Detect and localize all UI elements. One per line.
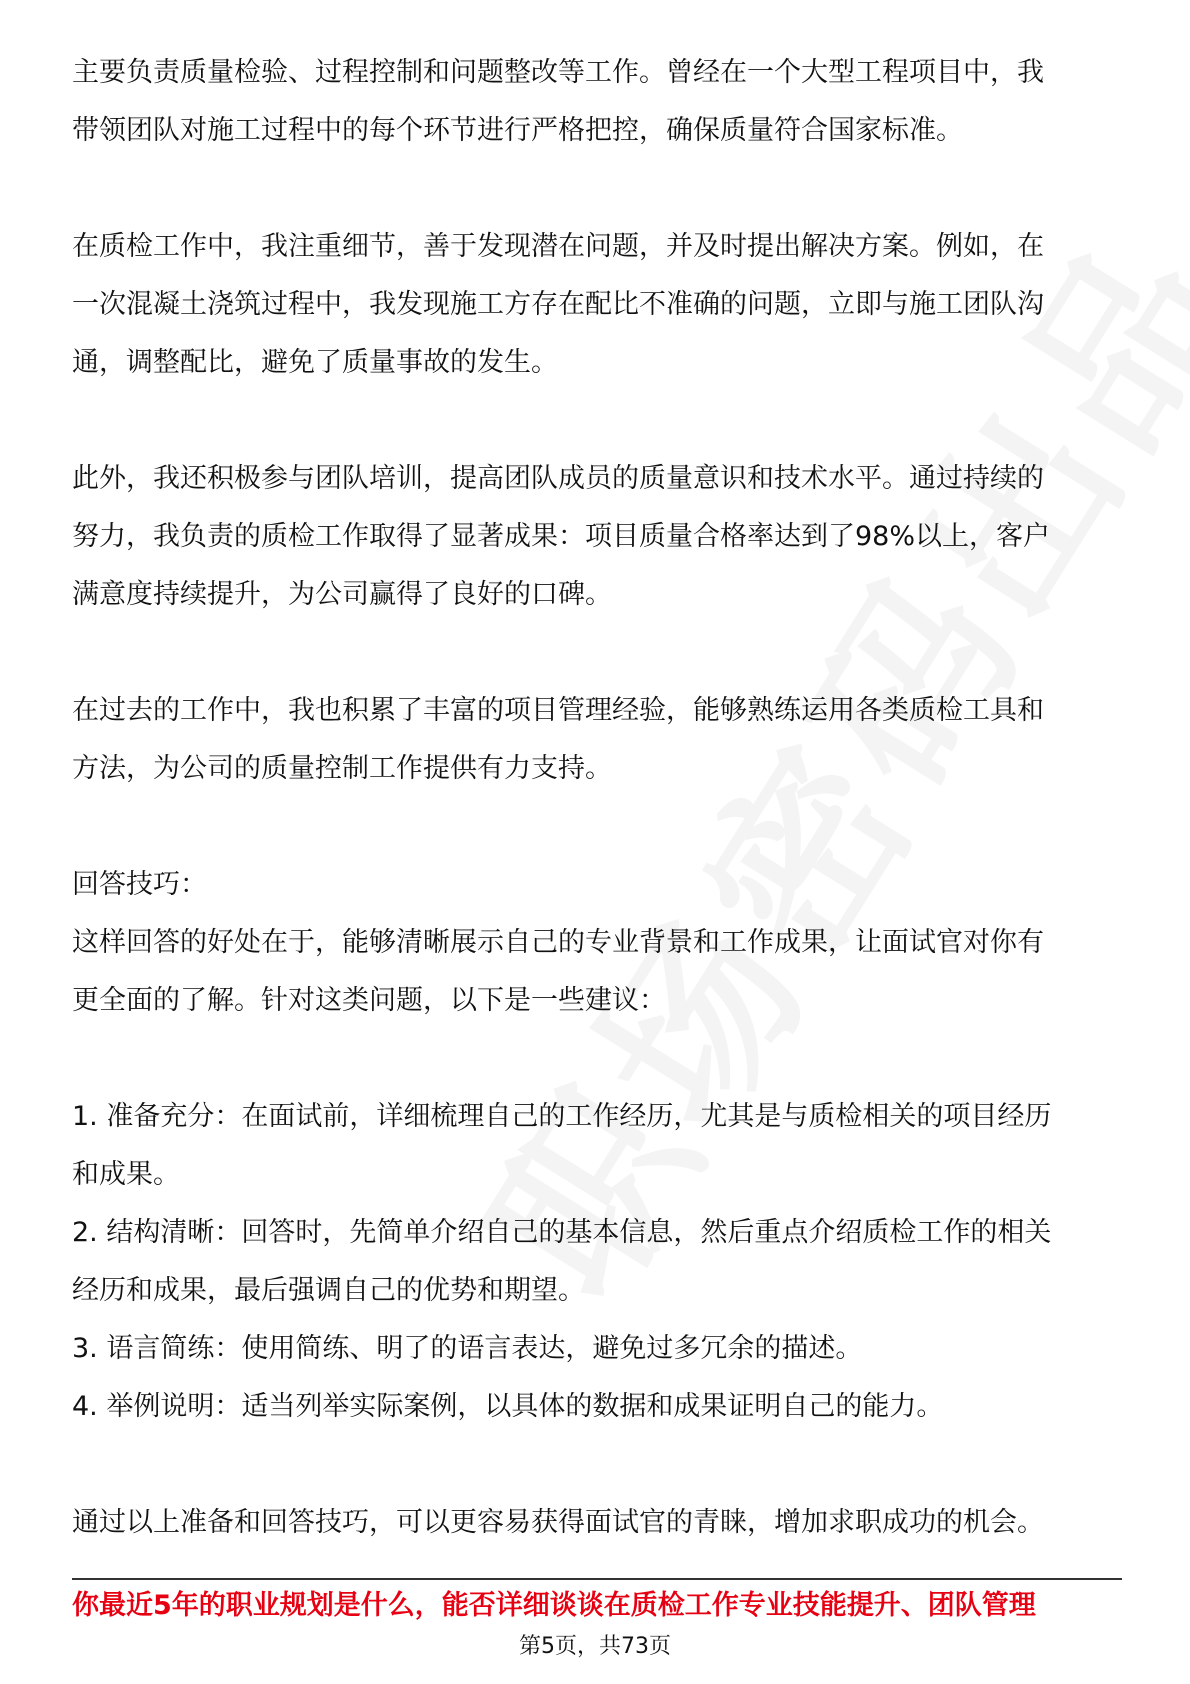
paragraph-line: 满意度持续提升，为公司赢得了良好的口碑。 [72, 579, 612, 610]
list-item: 2. 结构清晰：回答时，先简单介绍自己的基本信息，然后重点介绍质检工作的相关 [72, 1217, 1052, 1248]
document-body [72, 44, 1122, 1552]
paragraph-gap [72, 1436, 1122, 1494]
paragraph-line: 带领团队对施工过程中的每个环节进行严格把控，确保质量符合国家标准。 [72, 115, 963, 146]
page-number: 第5页，共73页 [519, 1634, 671, 1659]
paragraph-gap [72, 798, 1122, 856]
paragraph-gap [72, 160, 1122, 218]
next-question-heading: 你最近5年的职业规划是什么，能否详细谈谈在质检工作专业技能提升、团队管理 [72, 1590, 1036, 1621]
footer-divider [72, 1578, 1122, 1580]
paragraph-line: 这样回答的好处在于，能够清晰展示自己的专业背景和工作成果，让面试官对你有 [72, 927, 1044, 958]
paragraph-line: 通，调整配比，避免了质量事故的发生。 [72, 347, 558, 378]
paragraph-line: 努力，我负责的质检工作取得了显著成果：项目质量合格率达到了98%以上，客户 [72, 521, 1051, 552]
paragraph-gap [72, 1030, 1122, 1088]
list-item-continued: 和成果。 [72, 1159, 180, 1190]
tips-heading: 回答技巧： [72, 869, 207, 900]
list-item-continued: 经历和成果，最后强调自己的优势和期望。 [72, 1275, 585, 1306]
paragraph-gap [72, 392, 1122, 450]
paragraph-line: 在质检工作中，我注重细节，善于发现潜在问题，并及时提出解决方案。例如，在 [72, 231, 1044, 262]
list-item: 1. 准备充分：在面试前，详细梳理自己的工作经历，尤其是与质检相关的项目经历 [72, 1101, 1052, 1132]
paragraph-line: 主要负责质量检验、过程控制和问题整改等工作。曾经在一个大型工程项目中，我 [72, 57, 1044, 88]
paragraph-gap [72, 624, 1122, 682]
paragraph-line: 在过去的工作中，我也积累了丰富的项目管理经验，能够熟练运用各类质检工具和 [72, 695, 1044, 726]
paragraph-line: 一次混凝土浇筑过程中，我发现施工方存在配比不准确的问题，立即与施工团队沟 [72, 289, 1044, 320]
closing-paragraph: 通过以上准备和回答技巧，可以更容易获得面试官的青睐，增加求职成功的机会。 [72, 1507, 1044, 1538]
paragraph-line: 方法，为公司的质量控制工作提供有力支持。 [72, 753, 612, 784]
list-item: 4. 举例说明：适当列举实际案例，以具体的数据和成果证明自己的能力。 [72, 1391, 944, 1422]
paragraph-line: 此外，我还积极参与团队培训，提高团队成员的质量意识和技术水平。通过持续的 [72, 463, 1044, 494]
paragraph-line: 更全面的了解。针对这类问题，以下是一些建议： [72, 985, 666, 1016]
list-item: 3. 语言简练：使用简练、明了的语言表达，避免过多冗余的描述。 [72, 1333, 863, 1364]
